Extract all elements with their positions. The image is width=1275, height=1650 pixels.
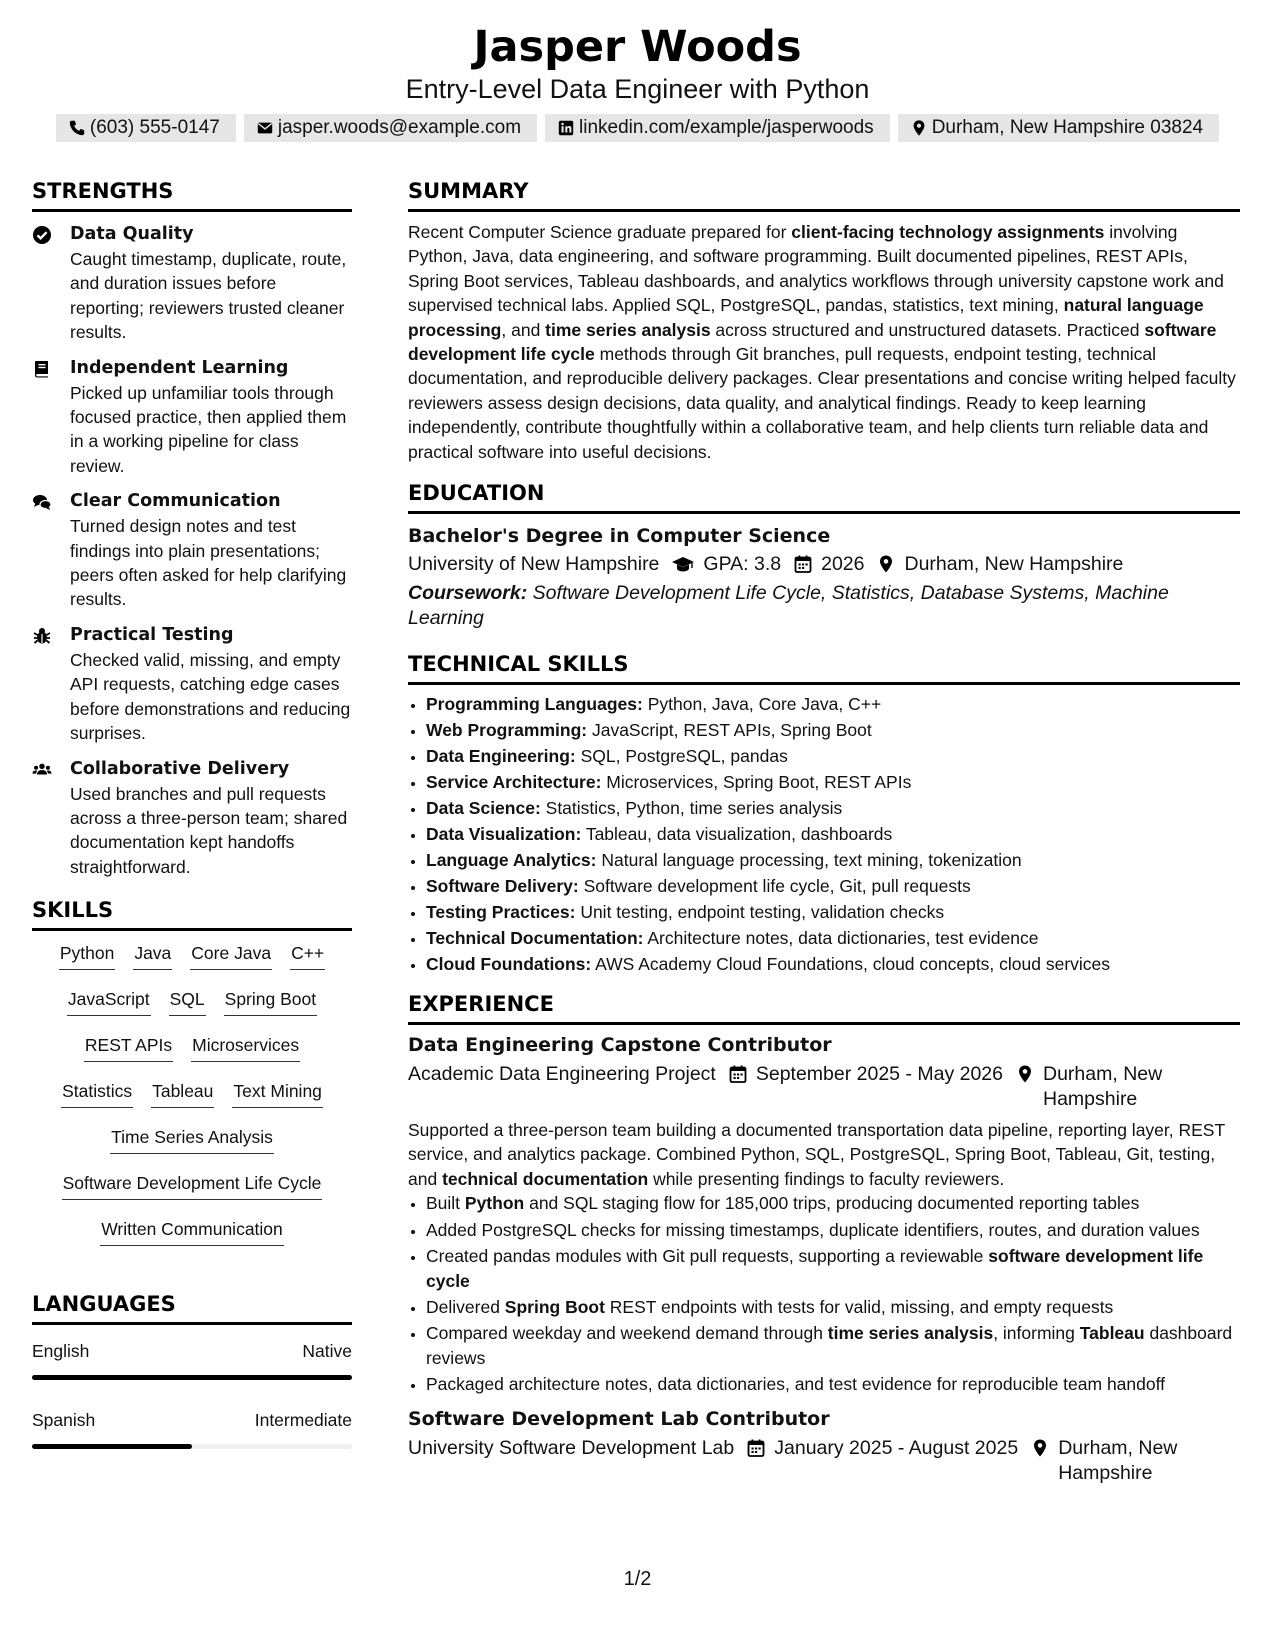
coursework-label: Coursework: [408, 582, 528, 605]
technical-skill-item: • Language Analytics: Natural language processing, text mining, tokenization [426, 847, 1240, 873]
strength-heading: Independent Learning [70, 357, 289, 378]
degree-title: Bachelor's Degree in Computer Science [408, 525, 831, 548]
book-icon [32, 359, 52, 379]
skill-tag: Python [59, 941, 115, 970]
job-bullet: • Compared weekday and weekend demand through time series analysis, informing Tableau dashboard reviews [426, 1321, 1240, 1370]
coursework [408, 581, 1240, 631]
graduation-year: 2026 [821, 553, 865, 576]
skill-tag-row [32, 1217, 352, 1263]
strength-description: Picked up unfamiliar tools through focused practice, then applied them in a working pipeline for class review. [70, 382, 347, 476]
job-meta [408, 1062, 1240, 1112]
calendar-icon [793, 554, 813, 574]
job-location: Durham, New Hampshire [1058, 1436, 1178, 1484]
envelope-icon [256, 119, 274, 137]
skill-tag: Software Development Life Cycle [62, 1171, 323, 1200]
technical-skill-item: • Data Science: Statistics, Python, time series analysis [426, 795, 1240, 821]
comments-icon [32, 492, 52, 512]
calendar-icon [728, 1064, 748, 1084]
strength-description: Used branches and pull requests across a three-person team; shared documentation kept handoffs straightforward. [70, 783, 348, 877]
skill-tags [32, 941, 352, 1263]
technical-skills-heading: TECHNICAL SKILLS [408, 649, 1240, 685]
technical-skill-item: • Programming Languages: Python, Java, Core Java, C++ [426, 691, 1240, 717]
resume-name: Jasper Woods [473, 22, 802, 72]
strength-heading: Practical Testing [70, 624, 234, 645]
contact-linkedin-text: linkedin.com/example/jasperwoods [579, 117, 874, 138]
resume-headline: Entry-Level Data Engineer with Python [405, 74, 870, 104]
skill-tag: C++ [290, 941, 325, 970]
language-level: Native [302, 1341, 352, 1362]
job-dates: January 2025 - August 2025 [774, 1436, 1019, 1459]
right-column [408, 176, 1240, 1486]
strength-item [32, 623, 352, 746]
job-bullet: • Created pandas modules with Git pull requests, supporting a reviewable software development life cycle [426, 1244, 1240, 1293]
skill-tag: Written Communication [100, 1217, 284, 1246]
skill-tag: Text Mining [232, 1079, 323, 1108]
skill-tag: Spring Boot [224, 987, 317, 1016]
language-level: Intermediate [254, 1410, 352, 1431]
left-column [32, 176, 352, 1477]
technical-skills-list [408, 691, 1240, 977]
skill-tag-row [32, 1125, 352, 1171]
users-icon [32, 760, 52, 780]
strength-heading: Data Quality [70, 224, 194, 244]
language-name: English [32, 1341, 90, 1362]
check-circle-icon [32, 225, 52, 245]
skill-tag: Time Series Analysis [110, 1125, 274, 1154]
technical-skill-item: • Data Engineering: SQL, PostgreSQL, pandas [426, 743, 1240, 769]
skill-tag-row [32, 1033, 352, 1079]
skill-tag: Microservices [191, 1033, 300, 1062]
contact-phone[interactable] [56, 114, 236, 142]
job-entry [408, 1031, 1240, 1396]
phone-icon [68, 119, 86, 137]
strength-item [32, 356, 352, 479]
strength-description: Turned design notes and test findings into plain presentations; peers often asked for help clarifying results. [70, 516, 347, 610]
map-pin-icon [1030, 1438, 1050, 1458]
language-proficiency-fill [32, 1375, 352, 1380]
skills-heading: SKILLS [32, 895, 352, 931]
school-name: University of New Hampshire [408, 553, 660, 576]
technical-skill-item: • Web Programming: JavaScript, REST APIs, Spring Boot [426, 717, 1240, 743]
languages-heading: LANGUAGES [32, 1289, 352, 1325]
technical-skill-item: • Technical Documentation: Architecture notes, data dictionaries, test evidence [426, 925, 1240, 951]
skill-tag-row [32, 987, 352, 1033]
job-dates: September 2025 - May 2026 [755, 1063, 1003, 1086]
contact-linkedin[interactable] [545, 114, 890, 142]
contact-bar [0, 114, 1275, 142]
map-pin-icon [910, 119, 928, 137]
job-bullets [408, 1191, 1240, 1396]
bug-icon [32, 626, 52, 646]
job-organization: University Software Development Lab [408, 1436, 735, 1459]
contact-email-text: jasper.woods@example.com [277, 117, 522, 138]
calendar-icon [746, 1438, 766, 1458]
technical-skill-item: • Data Visualization: Tableau, data visualization, dashboards [426, 821, 1240, 847]
linkedin-icon [557, 119, 575, 137]
contact-location-text: Durham, New Hampshire 03824 [931, 117, 1204, 138]
job-bullet: • Built Python and SQL staging flow for 185,000 trips, producing documented reporting tables [426, 1191, 1240, 1215]
technical-skill-item: • Cloud Foundations: AWS Academy Cloud Foundations, cloud concepts, cloud services [426, 951, 1240, 977]
job-bullet: • Packaged architecture notes, data dictionaries, and test evidence for reproducible team handoff [426, 1372, 1240, 1396]
strength-item [32, 757, 352, 880]
technical-skill-item: • Service Architecture: Microservices, Spring Boot, REST APIs [426, 769, 1240, 795]
skill-tag: REST APIs [84, 1033, 173, 1062]
job-entry [408, 1405, 1240, 1486]
experience-heading: EXPERIENCE [408, 989, 1240, 1025]
job-location: Durham, New Hampshire [1043, 1063, 1163, 1111]
graduation-cap-icon [671, 554, 695, 574]
skill-tag: Tableau [151, 1079, 214, 1108]
coursework-list: Software Development Life Cycle, Statistics, Database Systems, Machine Learning [408, 582, 1169, 630]
language-name: Spanish [32, 1410, 96, 1431]
language-item [32, 1408, 352, 1449]
job-title: Data Engineering Capstone Contributor [408, 1034, 832, 1057]
contact-location [898, 114, 1219, 142]
language-proficiency-bar [32, 1444, 352, 1449]
strength-description: Caught timestamp, duplicate, route, and duration issues before reporting; reviewers trusted cleaner results. [70, 249, 347, 343]
education-meta [408, 552, 1240, 577]
map-pin-icon [876, 554, 896, 574]
language-proficiency-fill [32, 1444, 192, 1449]
skill-tag-row [32, 1079, 352, 1125]
strength-heading: Clear Communication [70, 491, 281, 512]
technical-skill-item: • Testing Practices: Unit testing, endpoint testing, validation checks [426, 899, 1240, 925]
language-proficiency-bar [32, 1375, 352, 1380]
technical-skill-item: • Software Delivery: Software development life cycle, Git, pull requests [426, 873, 1240, 899]
contact-phone-text: (603) 555-0147 [89, 117, 220, 138]
language-item [32, 1339, 352, 1380]
strength-heading: Collaborative Delivery [70, 758, 290, 779]
job-meta [408, 1436, 1240, 1486]
job-bullet: • Added PostgreSQL checks for missing timestamps, duplicate identifiers, routes, and duration values [426, 1218, 1240, 1242]
map-pin-icon [1015, 1064, 1035, 1084]
summary-text: Recent Computer Science graduate prepared for client-facing technology assignments involving Python, Java, data engineering, and software programming. Built documented pipelines, REST APIs, Spring Boot services, Tableau dashboards, and analytics workflows through university capstone work and supervised technical labs. Applied SQL, PostgreSQL, pandas, statistics, text mining, natural language processing, and time series analysis across structured and unstructured datasets. Practiced software development life cycle methods through Git branches, pull requests, endpoint testing, technical documentation, and reproducible delivery packages. Clear presentations and concise writing helped faculty reviewers assess design decisions, data quality, and analytical findings. Ready to keep learning independently, contribute thoughtfully within a collaborative team, and help clients turn reliable data and practical software into useful decisions. [408, 222, 1236, 462]
skill-tag: SQL [169, 987, 206, 1016]
skill-tag: Java [133, 941, 172, 970]
gpa: GPA: 3.8 [703, 553, 782, 576]
skill-tag: JavaScript [67, 987, 151, 1016]
page-number: 1/2 [623, 1568, 652, 1590]
strength-item [32, 222, 352, 345]
job-bullet: • Delivered Spring Boot REST endpoints with tests for valid, missing, and empty requests [426, 1295, 1240, 1319]
school-location: Durham, New Hampshire [904, 553, 1124, 576]
skill-tag-row [32, 941, 352, 987]
strength-description: Checked valid, missing, and empty API requests, catching edge cases before demonstrations and reducing surprises. [70, 649, 351, 744]
strengths-heading: STRENGTHS [32, 176, 352, 212]
contact-email[interactable] [244, 114, 537, 142]
strength-item [32, 489, 352, 612]
skill-tag-row [32, 1171, 352, 1217]
skill-tag: Statistics [61, 1079, 133, 1108]
job-intro: Supported a three-person team building a documented transportation data pipeline, reporting layer, REST service, and analytics package. Combined Python, SQL, PostgreSQL, Spring Boot, Tableau, Git, testing, and technical documentation while presenting findings to faculty reviewers. [408, 1120, 1225, 1189]
education-heading: EDUCATION [408, 478, 1240, 514]
job-title: Software Development Lab Contributor [408, 1407, 830, 1430]
summary-heading: SUMMARY [408, 176, 1240, 212]
skill-tag: Core Java [190, 941, 272, 970]
job-organization: Academic Data Engineering Project [408, 1063, 716, 1086]
